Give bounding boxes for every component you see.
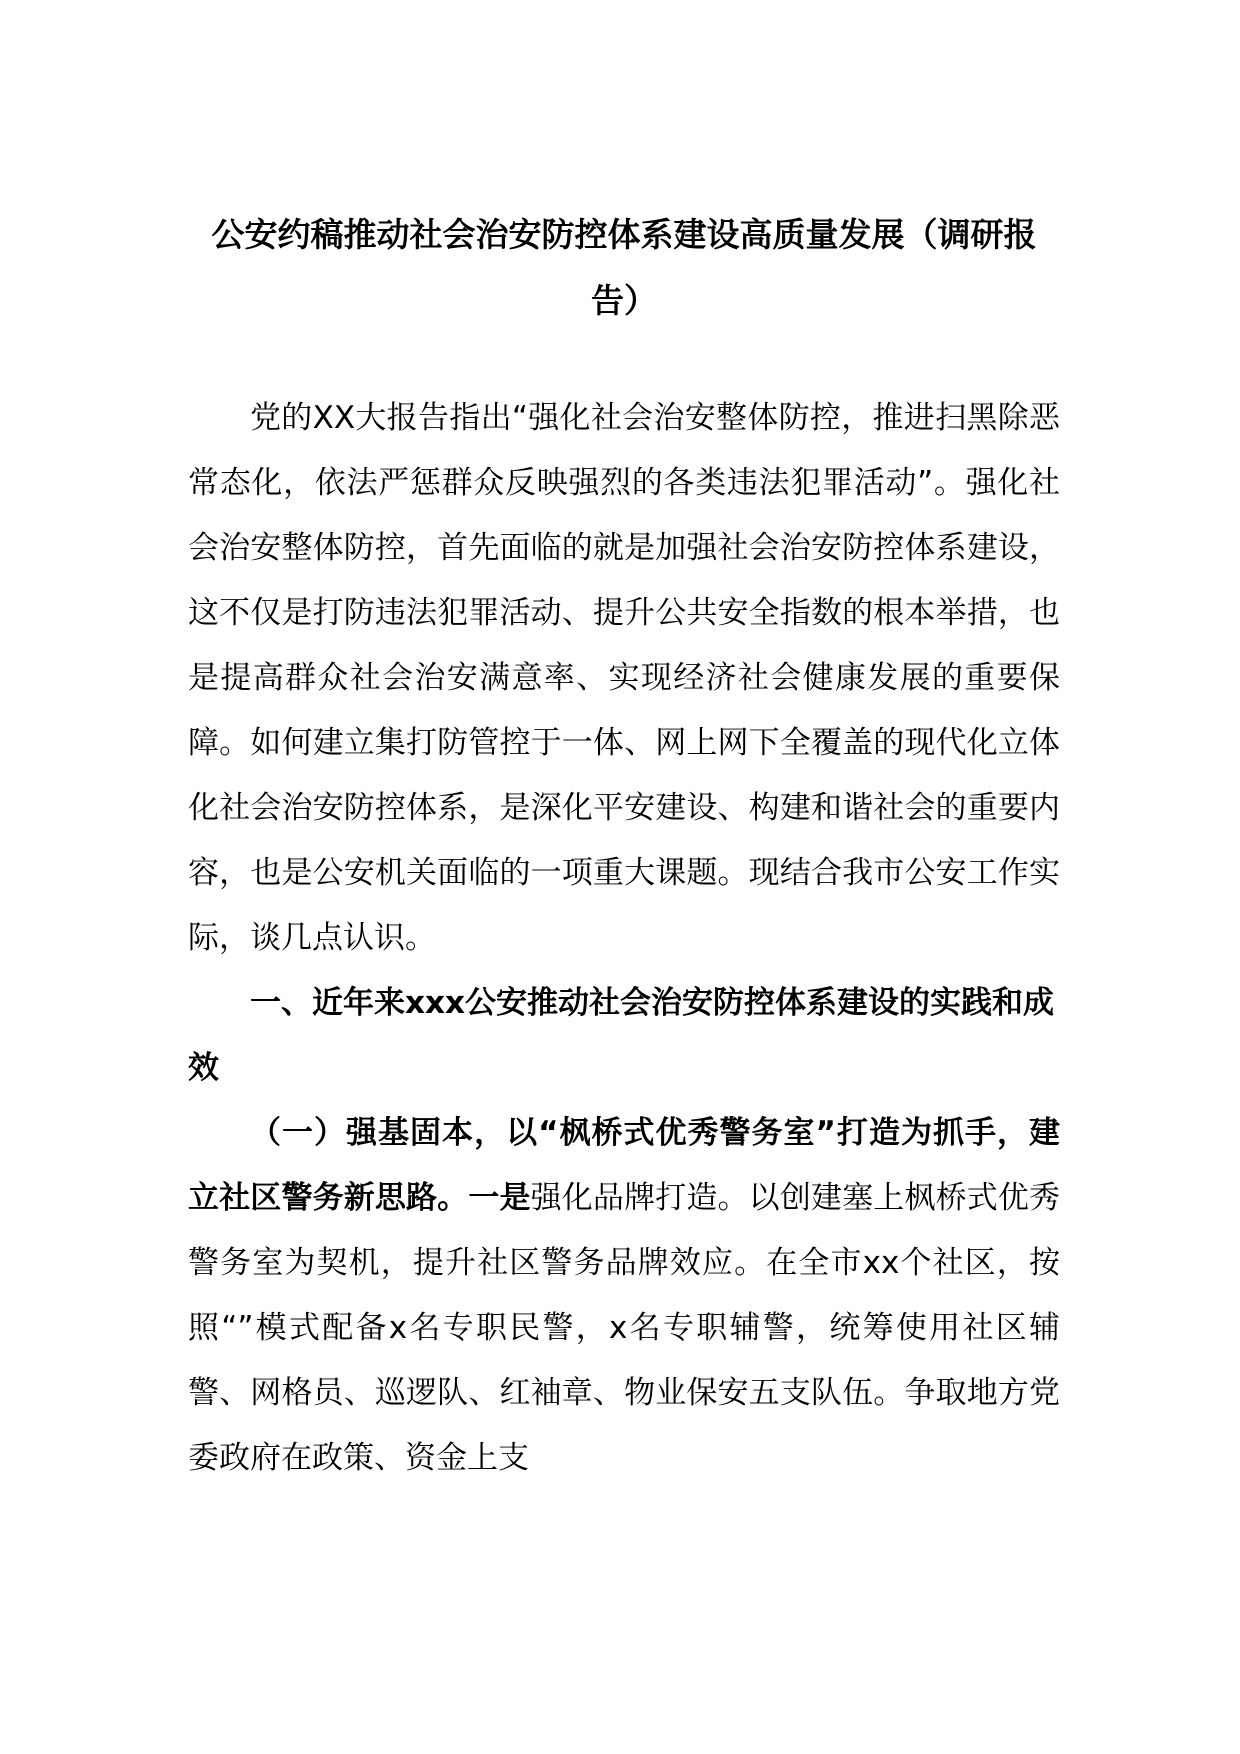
subsection-paragraph <box>188 1101 1060 1491</box>
subsection-body-text: 强化品牌打造。以创建塞上枫桥式优秀警务室为契机，提升社区警务品牌效应。在全市xx个社区，按照“”模式配备x名专职民警，x名专职辅警，统筹使用社区辅警、网格员、巡逻队、红袖章、物业保安五支队伍。争取地方党委政府在政策、资金上支 <box>188 1180 1061 1476</box>
document-body <box>188 202 1060 1491</box>
document-title: 公安约稿推动社会治安防控体系建设高质量发展（调研报告） <box>211 215 1037 320</box>
subsection-lead: （一）强基固本，以“枫桥式优秀警务室”打造为抓手，建立社区警务新思路。 <box>188 1115 1060 1216</box>
point-label: 一是 <box>468 1180 531 1216</box>
intro-paragraph: 党的XX大报告指出“强化社会治安整体防控，推进扫黑除恶常态化，依法严惩群众反映强烈的各类违法犯罪活动”。强化社会治安整体防控，首先面临的就是加强社会治安防控体系建设，这不仅是打防违法犯罪活动、提升公共安全指数的根本举措，也是提高群众社会治安满意率、实现经济社会健康发展的重要保障。如何建立集打防管控于一体、网上网下全覆盖的现代化立体化社会治安防控体系，是深化平安建设、构建和谐社会的重要内容，也是公安机关面临的一项重大课题。现结合我市公安工作实际，谈几点认识。 <box>188 400 1060 956</box>
section-heading: 一、近年来xxx公安推动社会治安防控体系建设的实践和成效 <box>188 985 1054 1086</box>
